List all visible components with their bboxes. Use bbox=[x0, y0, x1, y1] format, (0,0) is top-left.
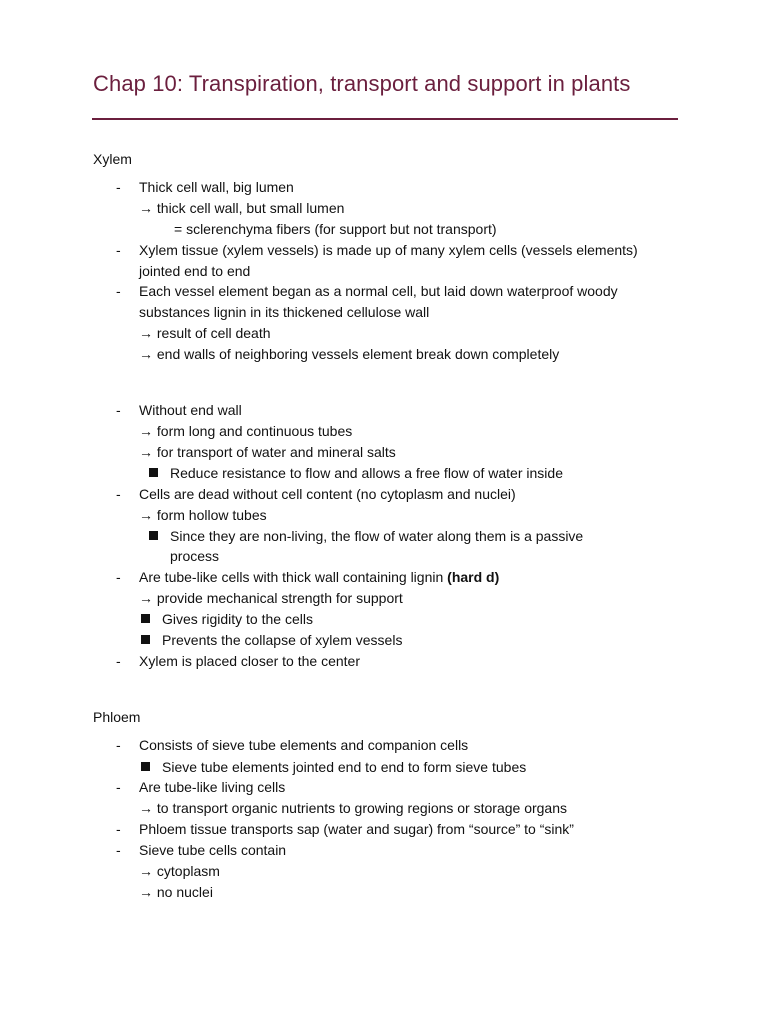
list-item bbox=[139, 568, 499, 586]
list-subitem-continuation: process bbox=[170, 548, 220, 564]
list-item-arrow: → to transport organic nutrients to growing regions or storage organs bbox=[139, 800, 568, 816]
list-item-text: Are tube-like cells with thick wall containing lignin bbox=[139, 569, 448, 585]
dash-marker: - bbox=[116, 842, 121, 858]
dash-marker: - bbox=[116, 179, 121, 195]
dash-marker: - bbox=[116, 737, 121, 753]
square-bullet-icon bbox=[149, 468, 158, 477]
dash-marker: - bbox=[116, 569, 121, 585]
list-item: Cells are dead without cell content (no cytoplasm and nuclei) bbox=[139, 486, 516, 502]
list-item: Sieve tube cells contain bbox=[139, 842, 287, 858]
list-item-arrow: → thick cell wall, but small lumen bbox=[139, 200, 345, 216]
list-item-continuation: substances lignin in its thickened cellulose wall bbox=[139, 304, 430, 320]
list-item-continuation: jointed end to end bbox=[139, 263, 251, 279]
list-item-arrow: → result of cell death bbox=[139, 325, 271, 341]
list-subitem: Sieve tube elements jointed end to end to form sieve tubes bbox=[162, 759, 527, 775]
list-item-arrow: → provide mechanical strength for support bbox=[139, 590, 403, 606]
square-bullet-icon bbox=[141, 635, 150, 644]
section-heading-xylem: Xylem bbox=[93, 151, 132, 167]
square-bullet-icon bbox=[149, 531, 158, 540]
list-item-arrow: → form long and continuous tubes bbox=[139, 423, 353, 439]
list-item: Thick cell wall, big lumen bbox=[139, 179, 294, 195]
list-item-equals: = sclerenchyma fibers (for support but not transport) bbox=[174, 221, 497, 237]
list-item: Xylem tissue (xylem vessels) is made up of many xylem cells (vessels elements) bbox=[139, 242, 638, 258]
list-subitem: Since they are non-living, the flow of water along them is a passive bbox=[170, 528, 584, 544]
bold-note: (hard d) bbox=[447, 569, 500, 585]
dash-marker: - bbox=[116, 821, 121, 837]
list-item-arrow: → no nuclei bbox=[139, 884, 213, 900]
section-heading-phloem: Phloem bbox=[93, 709, 141, 725]
list-item-arrow: → end walls of neighboring vessels element break down completely bbox=[139, 346, 560, 362]
list-item: Are tube-like living cells bbox=[139, 779, 286, 795]
list-item-arrow: → form hollow tubes bbox=[139, 507, 267, 523]
square-bullet-icon bbox=[141, 614, 150, 623]
list-subitem: Gives rigidity to the cells bbox=[162, 611, 313, 627]
list-subitem: Prevents the collapse of xylem vessels bbox=[162, 632, 403, 648]
list-item-arrow: → cytoplasm bbox=[139, 863, 220, 879]
dash-marker: - bbox=[116, 283, 121, 299]
dash-marker: - bbox=[116, 402, 121, 418]
list-subitem: Reduce resistance to flow and allows a free flow of water inside bbox=[170, 465, 563, 481]
title-divider bbox=[92, 118, 678, 120]
square-bullet-icon bbox=[141, 762, 150, 771]
dash-marker: - bbox=[116, 653, 121, 669]
list-item-arrow: → for transport of water and mineral salts bbox=[139, 444, 396, 460]
dash-marker: - bbox=[116, 486, 121, 502]
dash-marker: - bbox=[116, 779, 121, 795]
dash-marker: - bbox=[116, 242, 121, 258]
list-item: Consists of sieve tube elements and companion cells bbox=[139, 737, 469, 753]
list-item: Without end wall bbox=[139, 402, 242, 418]
page-title: Chap 10: Transpiration, transport and support in plants bbox=[93, 71, 631, 96]
list-item: Xylem is placed closer to the center bbox=[139, 653, 360, 669]
list-item: Each vessel element began as a normal cell, but laid down waterproof woody bbox=[139, 283, 618, 299]
list-item: Phloem tissue transports sap (water and sugar) from “source” to “sink” bbox=[139, 821, 574, 837]
